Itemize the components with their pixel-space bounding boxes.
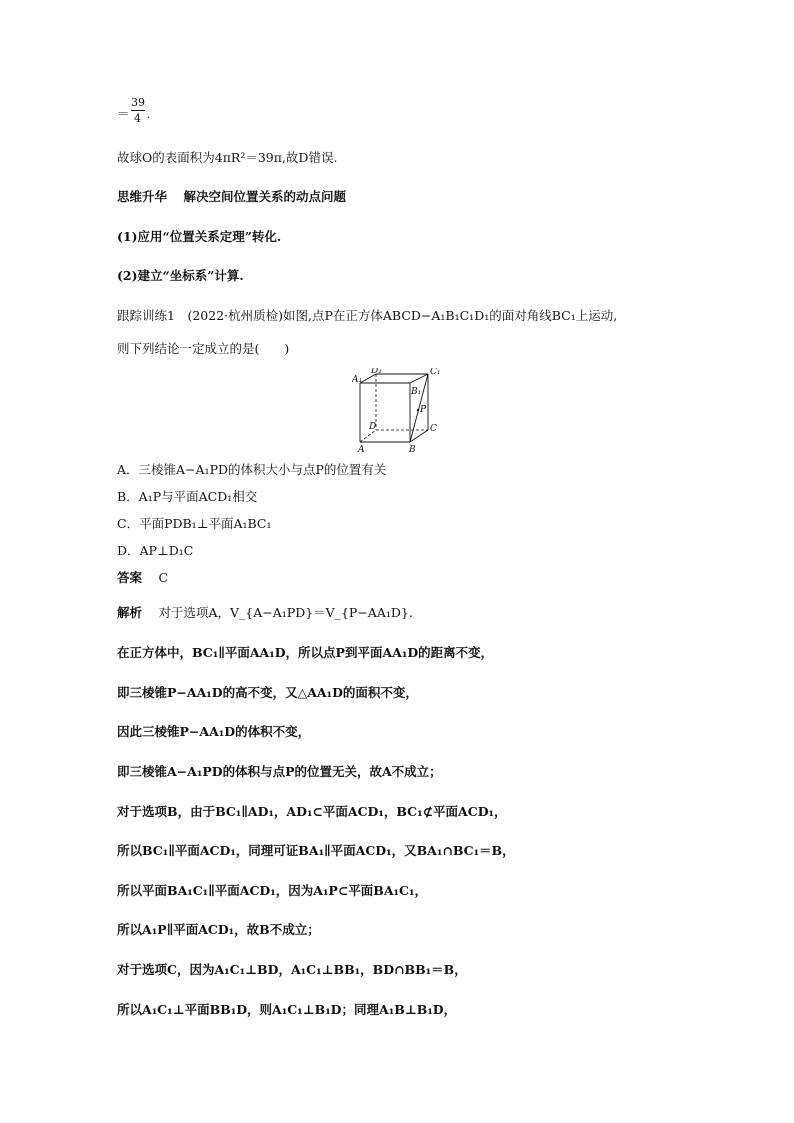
option-b: B．A₁P与平面ACD₁相交 (117, 489, 258, 504)
analysis-row-7: 所以平面BA₁C₁∥平面ACD₁，因为A₁P⊂平面BA₁C₁， (117, 883, 427, 898)
edge-B1C1 (410, 374, 428, 383)
label-A: A (358, 445, 365, 453)
point-P (417, 409, 419, 411)
practice-question-line: 跟踪训练1 (2022·杭州质检)如图,点P在正方体ABCD−A₁B₁C₁D₁的面对角线BC₁上运动, (117, 308, 618, 323)
label-P: P (420, 405, 427, 415)
analysis-row-1: 在正方体中，BC₁∥平面AA₁D，所以点P到平面AA₁D的距离不变， (117, 645, 494, 660)
method-1-line: (1)应用“位置关系定理”转化. (117, 229, 282, 244)
analysis-row-3: 因此三棱锥P−AA₁D的体积不变， (117, 724, 311, 739)
method-2-line: (2)建立“坐标系”计算. (117, 268, 244, 283)
thinking-summary-line (117, 189, 346, 205)
sphere-surface-area-line: 故球O的表面积为4πR²＝39π,故D错误. (117, 150, 338, 165)
label-D: D (369, 422, 377, 432)
label-C: C (430, 424, 437, 434)
analysis-row-4: 即三棱锥A−A₁PD的体积与点P的位置无关，故A不成立； (117, 764, 442, 779)
analysis-first-line (117, 605, 413, 621)
label-B: B (409, 445, 416, 453)
equals-sign: ＝ (117, 106, 130, 121)
fraction-period: . (147, 110, 151, 121)
practice-question-prompt: 则下列结论一定成立的是( ) (117, 341, 290, 356)
label-C1: C₁ (430, 368, 441, 377)
cube-figure (352, 368, 444, 453)
fraction-numerator: 39 (131, 96, 145, 109)
cube-diagram (352, 368, 444, 453)
analysis-first-text: 对于选项A，V_{A−A₁PD}＝V_{P−AA₁D}. (158, 605, 413, 620)
thinking-summary-text: 解决空间位置关系的动点问题 (183, 189, 347, 204)
label-D1: D₁ (371, 368, 382, 376)
analysis-row-8: 所以A₁P∥平面ACD₁，故B不成立； (117, 922, 320, 937)
label-B1: B₁ (411, 387, 422, 397)
fraction-bar (131, 110, 145, 111)
analysis-row-5: 对于选项B，由于BC₁∥AD₁，AD₁⊂平面ACD₁，BC₁⊄平面ACD₁， (117, 804, 507, 819)
option-d: D．AP⊥D₁C (117, 543, 194, 558)
analysis-row-10: 所以A₁C₁⊥平面BB₁D，则A₁C₁⊥B₁D；同理A₁B⊥B₁D， (117, 1002, 457, 1017)
analysis-row-6: 所以BC₁∥平面ACD₁，同理可证BA₁∥平面ACD₁，又BA₁∩BC₁＝B， (117, 843, 515, 858)
analysis-row-2: 即三棱锥P−AA₁D的高不变，又△AA₁D的面积不变， (117, 685, 418, 700)
answer-line (117, 570, 168, 586)
option-c: C．平面PDB₁⊥平面A₁BC₁ (117, 516, 272, 531)
fraction-denominator: 4 (134, 112, 141, 125)
answer-label: 答案 (117, 570, 143, 585)
thinking-summary-label: 思维升华 (117, 189, 168, 204)
analysis-label: 解析 (117, 605, 143, 620)
answer-value: C (158, 570, 169, 585)
fraction-39-over-4 (117, 96, 177, 132)
option-a: A．三棱锥A−A₁PD的体积大小与点P的位置有关 (117, 462, 387, 477)
label-A1: A₁ (352, 375, 363, 385)
analysis-row-9: 对于选项C，因为A₁C₁⊥BD，A₁C₁⊥BB₁，BD∩BB₁＝B， (117, 962, 467, 977)
